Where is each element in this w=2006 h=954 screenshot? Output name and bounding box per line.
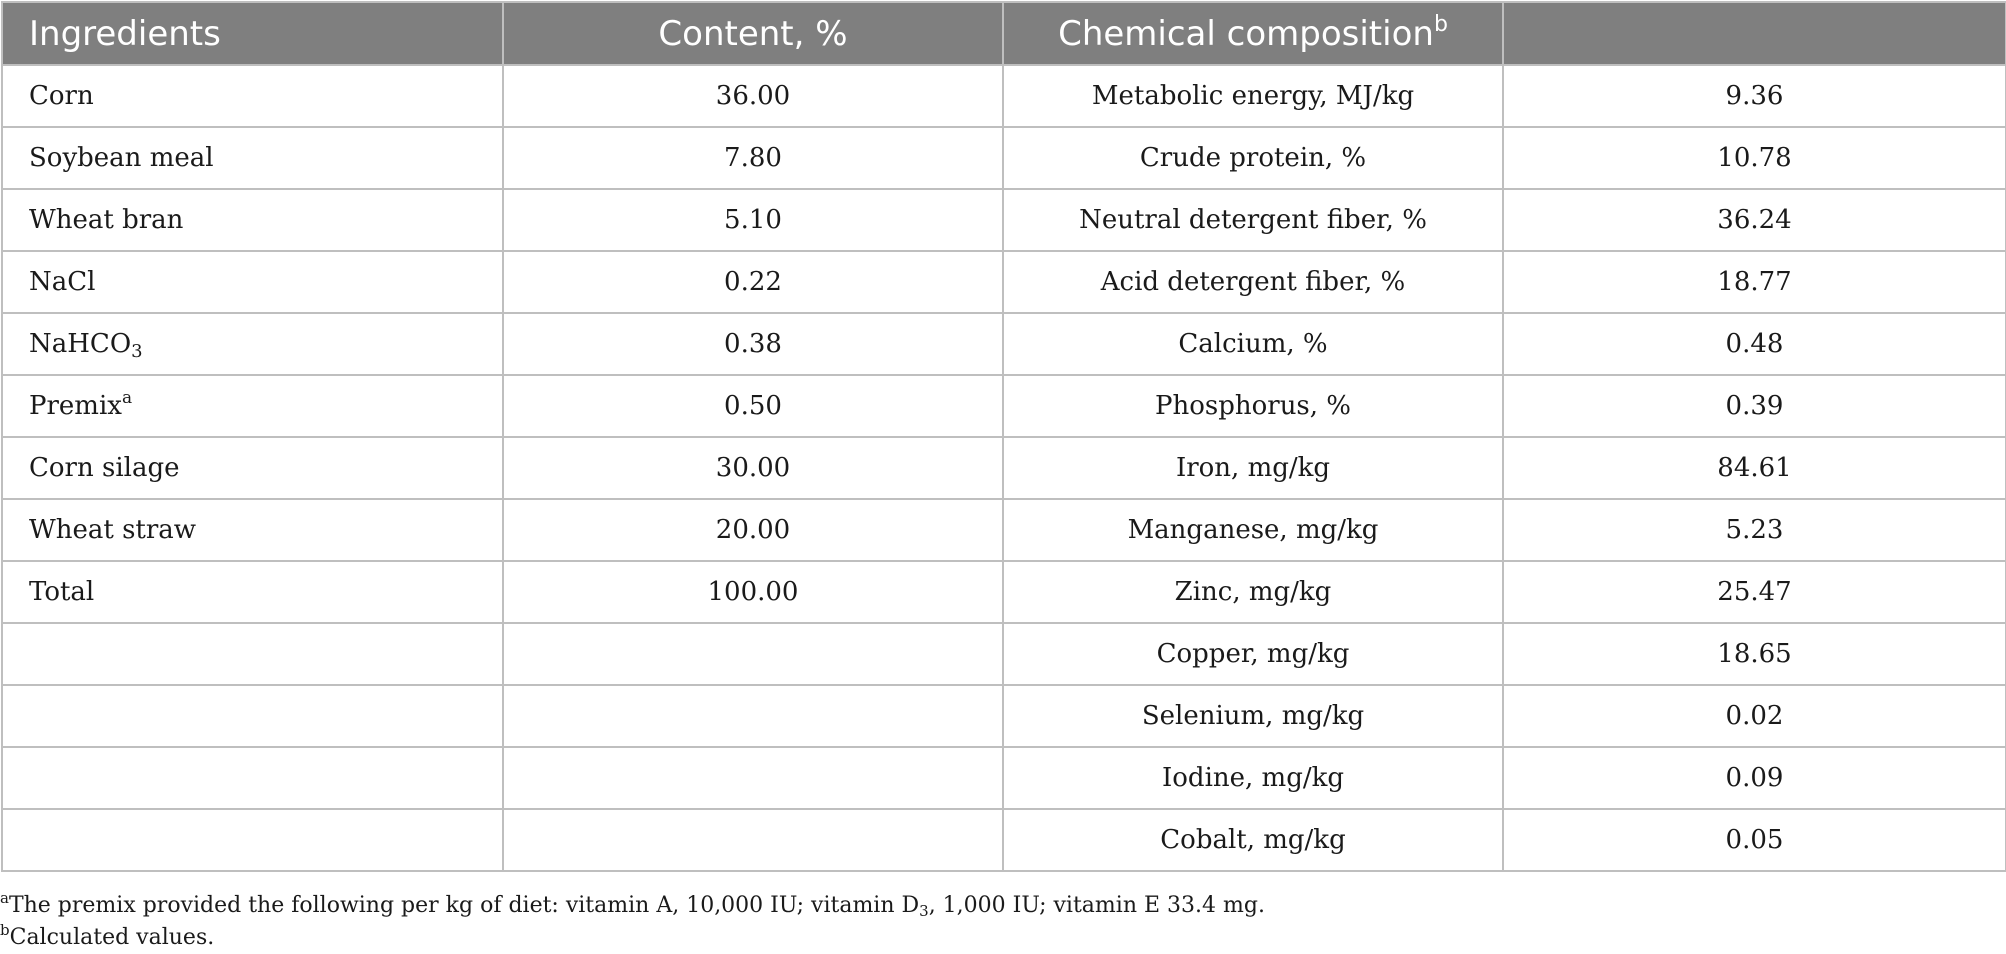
- content-cell: [503, 623, 1003, 685]
- value-cell: 18.77: [1503, 251, 2006, 313]
- diet-composition-table: [1, 1, 2006, 872]
- ingredient-cell: [2, 685, 503, 747]
- footnote-a-marker: a: [0, 889, 9, 907]
- value-cell: 84.61: [1503, 437, 2006, 499]
- value-cell: 10.78: [1503, 127, 2006, 189]
- composition-cell: Crude protein, %: [1003, 127, 1503, 189]
- table-row: [2, 65, 2006, 127]
- header-chemical-composition: [1003, 2, 1503, 65]
- header-value: [1503, 2, 2006, 65]
- value-cell: 5.23: [1503, 499, 2006, 561]
- table-row: [2, 313, 2006, 375]
- composition-cell: Calcium, %: [1003, 313, 1503, 375]
- footnote-a-subscript: 3: [919, 902, 929, 920]
- table-row: [2, 809, 2006, 871]
- ingredient-cell: Corn: [2, 65, 503, 127]
- content-cell: 30.00: [503, 437, 1003, 499]
- value-cell: 0.05: [1503, 809, 2006, 871]
- ingredient-cell: [2, 375, 503, 437]
- table-row: [2, 747, 2006, 809]
- footnote-a-text-start: The premix provided the following per kg of diet: vitamin A, 10,000 IU; vitamin D: [8, 893, 920, 918]
- content-cell: 100.00: [503, 561, 1003, 623]
- table-footnotes: [0, 890, 1265, 954]
- composition-cell: Zinc, mg/kg: [1003, 561, 1503, 623]
- ingredient-label: Premix: [29, 391, 122, 421]
- composition-cell: Phosphorus, %: [1003, 375, 1503, 437]
- ingredient-cell: [2, 313, 503, 375]
- content-cell: 5.10: [503, 189, 1003, 251]
- content-cell: 36.00: [503, 65, 1003, 127]
- composition-cell: Iron, mg/kg: [1003, 437, 1503, 499]
- header-chemical-composition-label: Chemical composition: [1058, 13, 1434, 54]
- footnote-a: [0, 890, 1265, 922]
- composition-cell: Selenium, mg/kg: [1003, 685, 1503, 747]
- footnote-b: [0, 922, 1265, 954]
- table-row: [2, 189, 2006, 251]
- ingredient-footnote-marker: a: [121, 388, 133, 408]
- table-row: [2, 251, 2006, 313]
- content-cell: 0.38: [503, 313, 1003, 375]
- value-cell: 0.48: [1503, 313, 2006, 375]
- header-chemical-composition-footnote-marker: b: [1433, 11, 1448, 37]
- value-cell: 0.09: [1503, 747, 2006, 809]
- composition-cell: Iodine, mg/kg: [1003, 747, 1503, 809]
- composition-cell: Metabolic energy, MJ/kg: [1003, 65, 1503, 127]
- ingredient-cell: [2, 747, 503, 809]
- ingredient-cell: Wheat bran: [2, 189, 503, 251]
- content-cell: 20.00: [503, 499, 1003, 561]
- composition-table-container: [1, 1, 2005, 872]
- ingredient-cell: [2, 623, 503, 685]
- value-cell: 0.02: [1503, 685, 2006, 747]
- content-cell: 0.50: [503, 375, 1003, 437]
- table-row: [2, 127, 2006, 189]
- content-cell: [503, 809, 1003, 871]
- header-ingredients: Ingredients: [2, 2, 503, 65]
- composition-cell: Neutral detergent fiber, %: [1003, 189, 1503, 251]
- table-row: [2, 499, 2006, 561]
- ingredient-subscript: 3: [131, 341, 143, 362]
- footnote-a-text-end: , 1,000 IU; vitamin E 33.4 mg.: [928, 893, 1265, 918]
- table-row: [2, 623, 2006, 685]
- ingredient-cell: Total: [2, 561, 503, 623]
- ingredient-label: NaHCO: [29, 329, 132, 359]
- footnote-b-text: Calculated values.: [9, 925, 215, 950]
- ingredient-cell: [2, 809, 503, 871]
- table-row: [2, 561, 2006, 623]
- ingredient-cell: NaCl: [2, 251, 503, 313]
- value-cell: 9.36: [1503, 65, 2006, 127]
- table-row: [2, 437, 2006, 499]
- content-cell: 7.80: [503, 127, 1003, 189]
- value-cell: 25.47: [1503, 561, 2006, 623]
- ingredient-cell: Wheat straw: [2, 499, 503, 561]
- composition-cell: Manganese, mg/kg: [1003, 499, 1503, 561]
- ingredient-cell: Corn silage: [2, 437, 503, 499]
- table-row: [2, 685, 2006, 747]
- content-cell: [503, 685, 1003, 747]
- value-cell: 0.39: [1503, 375, 2006, 437]
- composition-cell: Copper, mg/kg: [1003, 623, 1503, 685]
- table-row: [2, 375, 2006, 437]
- ingredient-cell: Soybean meal: [2, 127, 503, 189]
- content-cell: 0.22: [503, 251, 1003, 313]
- footnote-b-marker: b: [0, 921, 10, 939]
- composition-cell: Acid detergent fiber, %: [1003, 251, 1503, 313]
- composition-cell: Cobalt, mg/kg: [1003, 809, 1503, 871]
- content-cell: [503, 747, 1003, 809]
- header-content: Content, %: [503, 2, 1003, 65]
- value-cell: 36.24: [1503, 189, 2006, 251]
- table-header-row: [2, 2, 2006, 65]
- value-cell: 18.65: [1503, 623, 2006, 685]
